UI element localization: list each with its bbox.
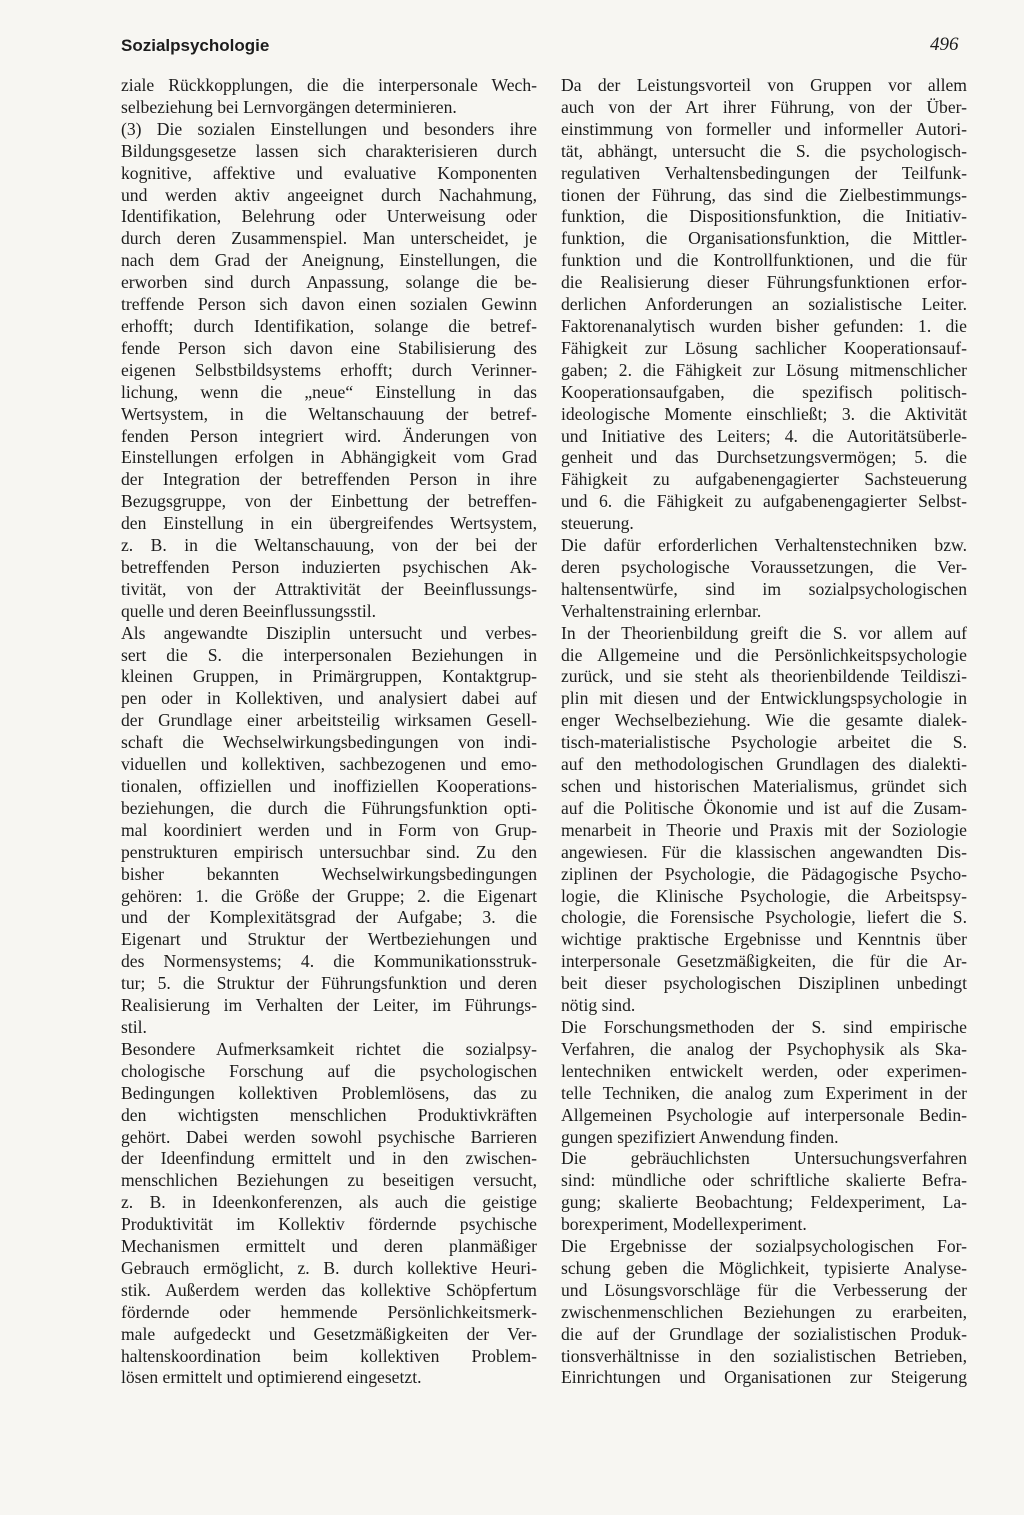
text-line: auch von der Art ihrer Führung, von der Über- xyxy=(561,96,967,117)
text-line: gaben; 2. die Fähigkeit zur Lösung mitmenschlicher xyxy=(561,359,967,380)
text-line: Identifikation, Belehrung oder Unterweisung oder xyxy=(121,206,537,227)
text-line: tionalen, offiziellen und inoffiziellen Kooperations- xyxy=(121,776,537,796)
text-line: stil. xyxy=(121,1016,147,1037)
text-line: gehören: 1. die Größe der Gruppe; 2. die Eigenart xyxy=(121,885,537,906)
text-line: Mechanismen ermittelt und deren planmäßiger xyxy=(121,1236,537,1257)
text-line: Als angewandte Disziplin untersucht und verbes- xyxy=(121,622,537,643)
text-line: gungen spezifiziert Anwendung finden. xyxy=(561,1126,839,1147)
text-line: menarbeit in Theorie und Praxis mit der Soziologie xyxy=(561,819,967,840)
text-line: und werden aktiv angeeignet durch Nachahmung, xyxy=(121,184,537,205)
text-line: und Initiative des Leiters; 4. die Autoritätsüberle- xyxy=(561,425,967,446)
text-line: tisch-materialistische Psychologie arbeitet die S. xyxy=(561,732,967,753)
text-line: male aufgedeckt und Gesetzmäßigkeiten der Ver- xyxy=(121,1323,537,1344)
text-line: sind: mündliche oder schriftliche skalierte Befra- xyxy=(561,1170,967,1191)
text-line: lentechniken entwickelt werden, oder experimen- xyxy=(561,1060,967,1081)
text-line: Verfahren, die analog der Psychophysik als Ska- xyxy=(561,1038,967,1059)
text-line: Gebrauch ermöglicht, z. B. durch kollektive Heuri- xyxy=(121,1257,537,1278)
text-line: des Normensystems; 4. die Kommunikationsstruk- xyxy=(121,951,537,972)
text-column-left xyxy=(121,75,537,1389)
text-line: mal koordiniert werden und in Form von Grup- xyxy=(121,819,537,840)
text-line: Bedingungen kollektiven Problemlösens, das zu xyxy=(121,1082,537,1103)
text-line: funktion, die Organisationsfunktion, die Mittler- xyxy=(561,228,967,249)
text-line: chologische Forschung auf die psychologischen xyxy=(121,1060,537,1081)
text-line: menschlichen Beziehungen zu beseitigen versucht, xyxy=(121,1170,537,1191)
text-line: sert die S. die interpersonalen Beziehungen in xyxy=(121,644,537,665)
text-line: Einstellungen erfolgen in Abhängigkeit vom Grad xyxy=(121,447,537,468)
text-line: logie, die Klinische Psychologie, die Arbeitspsy- xyxy=(561,885,967,906)
text-line: schen und historischen Materialismus, gründet sich xyxy=(561,776,967,796)
text-line: telle Techniken, die analog zum Experiment in der xyxy=(561,1082,967,1103)
text-line: gung; skalierte Beobachtung; Feldexperiment, La- xyxy=(561,1192,967,1213)
text-line: kleinen Gruppen, in Primärgruppen, Kontaktgrup- xyxy=(121,666,537,687)
text-line: Kooperationsaufgaben, die spezifisch politisch- xyxy=(561,381,967,402)
text-line: den Einstellung in ein übergreifendes Wertsystem, xyxy=(121,513,537,534)
text-line: Verhaltenstraining erlernbar. xyxy=(561,600,762,621)
text-line: Fähigkeit zur Lösung sachlicher Kooperationsauf- xyxy=(561,337,967,358)
text-line: tionsverhältnisse in den sozialistischen Betrieben, xyxy=(561,1345,967,1366)
text-line: borexperiment, Modellexperiment. xyxy=(561,1214,807,1235)
text-line: fördernde oder hemmende Persönlichkeitsmerk- xyxy=(121,1301,537,1322)
text-line: tionen der Führung, das sind die Zielbestimmungs- xyxy=(561,184,967,205)
text-line: funktion, die Dispositionsfunktion, die Initiativ- xyxy=(561,206,967,227)
text-line: lichung, wenn die „neue“ Einstellung in das xyxy=(121,381,537,402)
text-line: zwischenmenschlichen Beziehungen zu erarbeiten, xyxy=(561,1301,967,1322)
text-line: ideologische Momente einschließt; 3. die Aktivität xyxy=(561,403,967,424)
text-line: interpersonale Gesetzmäßigkeiten, die für die Ar- xyxy=(561,951,967,972)
text-line: (3) Die sozialen Einstellungen und besonders ihre xyxy=(121,118,537,139)
text-line: viduellen und kollektiven, sachbezogenen und emo- xyxy=(121,754,537,775)
text-line: deren psychologische Voraussetzungen, die Ver- xyxy=(561,556,967,577)
text-line: Besondere Aufmerksamkeit richtet die sozialpsy- xyxy=(121,1038,537,1059)
text-line: stik. Außerdem werden das kollektive Schöpfertum xyxy=(121,1279,537,1300)
text-line: funktion und die Kontrollfunktionen, und die für xyxy=(561,250,967,271)
text-line: und der Komplexitätsgrad der Aufgabe; 3. die xyxy=(121,907,537,928)
text-line: Die dafür erforderlichen Verhaltenstechniken bzw. xyxy=(561,535,967,556)
text-line: bisher bekannten Wechselwirkungsbedingungen xyxy=(121,863,537,884)
text-line: fenden Person integriert wird. Änderungen von xyxy=(121,425,537,446)
text-line: kognitive, affektive und evaluative Komponenten xyxy=(121,162,537,183)
text-line: regulativen Verhaltensbedingungen der Teilfunk- xyxy=(561,162,967,183)
text-line: die Allgemeine und die Persönlichkeitspsychologie xyxy=(561,644,967,665)
text-line: enger Wechselbeziehung. Wie die gesamte dialek- xyxy=(561,710,967,731)
text-line: eigenen Selbstbildsystems erhofft; durch Verinner- xyxy=(121,359,537,380)
text-line: haltensentwürfe, sind im sozialpsychologischen xyxy=(561,578,967,599)
text-line: nach dem Grad der Aneignung, Einstellungen, die xyxy=(121,250,537,271)
text-line: durch deren Zusammenspiel. Man unterscheidet, je xyxy=(121,228,537,249)
text-line: die auf der Grundlage der sozialistischen Produk- xyxy=(561,1323,967,1344)
text-line: pen oder in Kollektiven, und analysiert dabei auf xyxy=(121,688,537,709)
text-line: Einrichtungen und Organisationen zur Steigerung xyxy=(561,1367,967,1388)
text-line: beit dieser psychologischen Disziplinen unbedingt xyxy=(561,973,967,994)
text-line: nötig sind. xyxy=(561,995,636,1016)
text-line: z. B. in Ideenkonferenzen, als auch die geistige xyxy=(121,1192,537,1213)
text-line: tivität, von der Attraktivität der Beeinflussungs- xyxy=(121,578,537,599)
text-line: Faktorenanalytisch wurden bisher gefunden: 1. die xyxy=(561,315,967,336)
text-line: beziehungen, die durch die Führungsfunktion opti- xyxy=(121,797,537,818)
text-line: Produktivität im Kollektiv fördernde psychische xyxy=(121,1214,537,1235)
text-line: erhofft; durch Identifikation, solange die betref- xyxy=(121,315,537,336)
text-line: z. B. in die Weltanschauung, von der bei der xyxy=(121,535,537,556)
text-line: tät, abhängt, untersucht die S. die psychologisch- xyxy=(561,140,967,161)
text-line: penstrukturen empirisch untersuchbar sind. Zu den xyxy=(121,841,537,862)
text-line: auf die Politische Ökonomie und ist auf die Zusam- xyxy=(561,797,967,818)
text-line: betreffenden Person induzierten psychischen Ak- xyxy=(121,556,537,577)
text-line: Da der Leistungsvorteil von Gruppen vor allem xyxy=(561,75,967,95)
text-line: erworben sind durch Anpassung, solange die be- xyxy=(121,272,537,293)
text-line: auf den methodologischen Grundlagen des dialekti- xyxy=(561,754,967,775)
text-line: der Ideenfindung ermittelt und in den zwischen- xyxy=(121,1148,537,1169)
text-line: und 6. die Fähigkeit zu aufgabenengagierter Selbst- xyxy=(561,491,967,512)
text-line: den wichtigsten menschlichen Produktivkräften xyxy=(121,1104,537,1125)
text-line: schung geben die Möglichkeit, typisierte Analyse- xyxy=(561,1257,967,1278)
text-line: steuerung. xyxy=(561,513,634,534)
text-line: Wertsystem, in die Weltanschauung der betref- xyxy=(121,403,537,424)
text-line: Eigenart und Struktur der Wertbeziehungen und xyxy=(121,929,537,950)
text-line: Fähigkeit zu aufgabenengagierter Sachsteuerung xyxy=(561,469,967,490)
text-line: plin mit diesen und der Entwicklungspsychologie in xyxy=(561,688,967,709)
text-line: haltenskoordination beim kollektiven Problem- xyxy=(121,1345,537,1366)
text-line: In der Theorienbildung greift die S. vor allem auf xyxy=(561,622,967,643)
text-line: genheit und das Durchsetzungsvermögen; 5. die xyxy=(561,447,967,468)
text-line: fende Person sich davon eine Stabilisierung des xyxy=(121,337,537,358)
text-line: Die Ergebnisse der sozialpsychologischen For- xyxy=(561,1236,967,1257)
text-line: gehört. Dabei werden sowohl psychische Barrieren xyxy=(121,1126,537,1147)
text-line: tur; 5. die Struktur der Führungsfunktion und deren xyxy=(121,973,537,994)
text-line: Allgemeinen Psychologie auf interpersonale Bedin- xyxy=(561,1104,967,1125)
text-column-right xyxy=(561,75,967,1389)
text-line: Die gebräuchlichsten Untersuchungsverfahren xyxy=(561,1148,967,1169)
text-line: und Lösungsvorschläge für die Verbesserung der xyxy=(561,1279,967,1300)
page-number: 496 xyxy=(930,34,959,55)
running-header-title: Sozialpsychologie xyxy=(121,36,270,55)
text-line: der Grundlage einer arbeitsteilig wirksamen Gesell- xyxy=(121,710,537,731)
text-line: zurück, und sie steht als theorienbildende Teildiszi- xyxy=(561,666,967,687)
text-line: der Integration der betreffenden Person in ihre xyxy=(121,469,537,490)
text-line: schaft die Wechselwirkungsbedingungen von indi- xyxy=(121,732,537,753)
text-line: Bildungsgesetze lassen sich charakterisieren durch xyxy=(121,140,537,161)
text-line: Bezugsgruppe, von der Einbettung der betreffen- xyxy=(121,491,537,512)
text-line: Realisierung im Verhalten der Leiter, im Führungs- xyxy=(121,995,537,1016)
text-line: lösen ermittelt und optimierend eingesetzt. xyxy=(121,1367,422,1388)
text-line: ziplinen der Psychologie, die Pädagogische Psycho- xyxy=(561,863,967,884)
text-line: einstimmung von formeller und informeller Autori- xyxy=(561,118,967,139)
text-line: quelle und deren Beeinflussungsstil. xyxy=(121,600,377,621)
text-line: treffende Person sich davon einen sozialen Gewinn xyxy=(121,294,537,315)
text-line: selbeziehung bei Lernvorgängen determinieren. xyxy=(121,96,457,117)
text-line: wichtige praktische Ergebnisse und Kenntnis über xyxy=(561,929,967,950)
text-line: ziale Rückkopplungen, die die interpersonale Wech- xyxy=(121,75,537,95)
text-line: derlichen Anforderungen an sozialistische Leiter. xyxy=(561,294,967,315)
text-line: Die Forschungsmethoden der S. sind empirische xyxy=(561,1016,967,1037)
text-line: die Realisierung dieser Führungsfunktionen erfor- xyxy=(561,272,967,293)
text-line: chologie, die Forensische Psychologie, liefert die S. xyxy=(561,907,967,928)
text-line: angewiesen. Für die klassischen angewandten Dis- xyxy=(561,841,967,862)
